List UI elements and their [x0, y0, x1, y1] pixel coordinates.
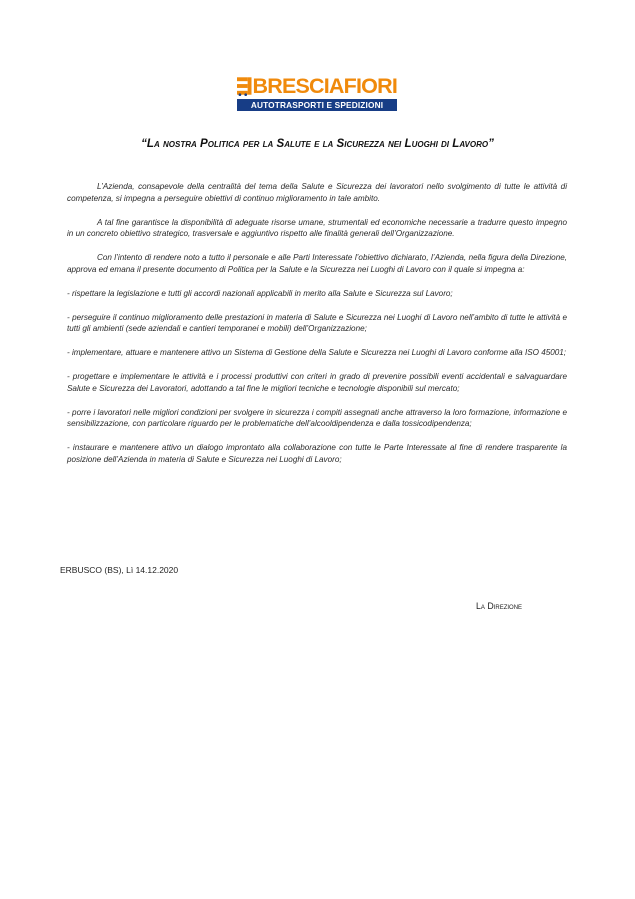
logo-truck-icon	[237, 76, 252, 96]
intro-paragraph-2: A tal fine garantisce la disponibilità di adeguate risorse umane, strumentali ed economiche necessarie a tradurre questo impegno in un concreto obiettivo strategico, trasversale e aggiuntivo rispetto alle finalità generali dell’Organizzazione.	[67, 217, 567, 238]
intro-paragraph-3: Con l’intento di rendere noto a tutto il personale e alle Parti Interessate l’obiettivo dichiarato, l’Azienda, nella figura della Direzione, approva ed emana il presente documento di Politica per la Salute e la Sicurezza nei Luoghi di Lavoro con il quale si impegna a:	[67, 253, 567, 274]
intro-paragraph-1: L’Azienda, consapevole della centralità del tema della Salute e Sicurezza dei lavoratori nello svolgimento di tutte le attività di competenza, si impegna a perseguire obiettivi di continuo miglioramento in tale ambito.	[67, 182, 567, 203]
policy-body	[67, 181, 567, 478]
commitment-item: - progettare e implementare le attività e i processi produttivi con criteri in grado di prevenire possibili eventi accidentali e salvaguardare Salute e Sicurezza dei Lavoratori, adottando a tal fine le migliori tecniche e tecnologie disponibili sul mercato;	[67, 372, 567, 393]
company-logo	[237, 75, 397, 111]
place-and-date: ERBUSCO (BS), Lì 14.12.2020	[60, 565, 179, 575]
document-title: “La nostra Politica per la Salute e la Sicurezza nei Luoghi di Lavoro”	[141, 137, 494, 150]
signature-direction: La Direzione	[476, 601, 523, 611]
commitment-item: - perseguire il continuo miglioramento delle prestazioni in materia di Salute e Sicurezza nei Luoghi di Lavoro nell’ambito di tutte le attività e tutti gli ambienti (sede aziendali e cantieri temporanei e mobili) dell’Organizzazione;	[67, 312, 567, 333]
logo-top-row	[237, 75, 397, 97]
commitment-item: - implementare, attuare e mantenere attivo un Sistema di Gestione della Salute e Sicurezza nei Luoghi di Lavoro conforme alla ISO 45001;	[67, 348, 567, 357]
commitment-item: - porre i lavoratori nelle migliori condizioni per svolgere in sicurezza i compiti assegnati anche attraverso la loro formazione, informazione e sensibilizzazione, con particolare riguardo per le problematiche dell’alcooldipendenza e dalla tossicodipendenza;	[67, 407, 567, 428]
commitment-item: - instaurare e mantenere attivo un dialogo improntato alla collaborazione con tutte le Parte Interessate al fine di rendere trasparente la posizione dell’Azienda in materia di Salute e Sicurezza nei Luoghi di Lavoro;	[67, 443, 567, 464]
logo-company-name: BRESCIAFIORI	[252, 74, 397, 98]
logo-tagline: AUTOTRASPORTI E SPEDIZIONI	[237, 99, 397, 111]
commitment-item: - rispettare la legislazione e tutti gli accordi nazionali applicabili in merito alla Salute e Sicurezza sul Lavoro;	[67, 288, 453, 298]
